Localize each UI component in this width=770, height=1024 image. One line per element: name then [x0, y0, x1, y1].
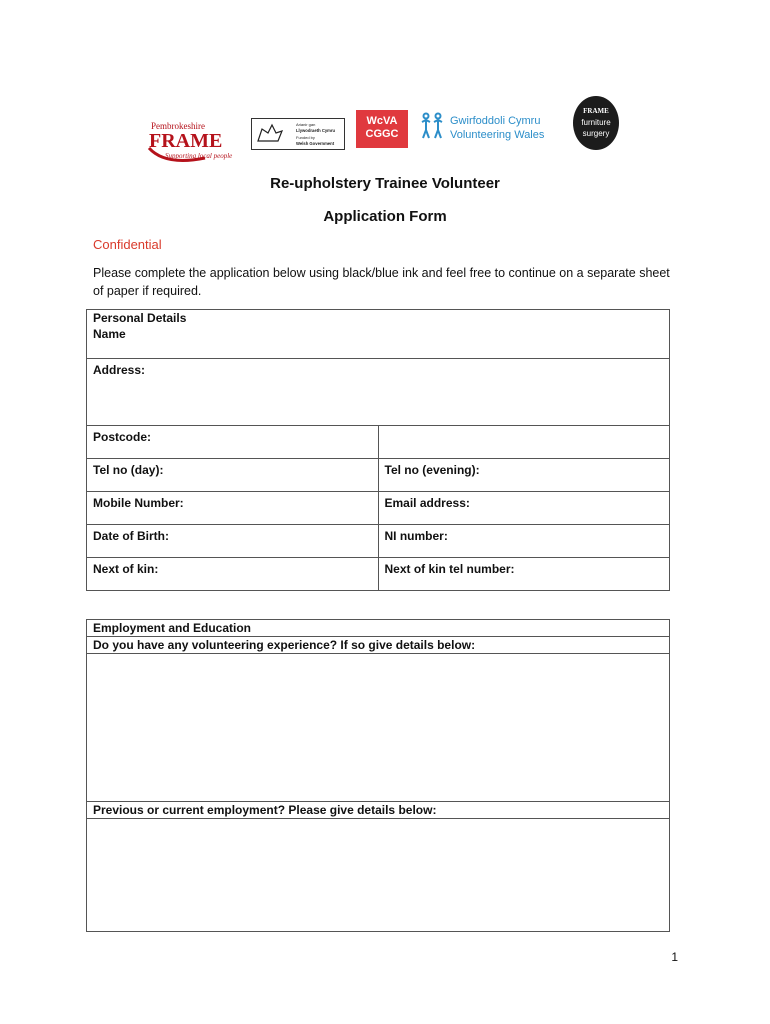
volunteering-wales-logo	[420, 110, 555, 144]
form-title: Re-upholstery Trainee Volunteer	[270, 175, 500, 192]
tel-evening-field[interactable]: Tel no (evening):	[378, 459, 670, 492]
employment-heading: Employment and Education	[87, 620, 670, 637]
personal-details-heading: Personal Details	[93, 311, 187, 325]
intro-text: Please complete the application below using black/blue ink and feel free to continue on a separate sheet of paper if required.	[93, 266, 670, 298]
furniture-surgery-logo	[571, 95, 621, 151]
welsh-gov-line-4: Welsh Government	[296, 141, 335, 146]
welsh-gov-line-2: Llywodraeth Cymru	[296, 128, 336, 133]
people-icon	[422, 114, 442, 139]
volunteering-answer-area[interactable]	[87, 654, 670, 802]
email-field[interactable]: Email address:	[378, 492, 670, 525]
personal-details-table	[86, 309, 670, 591]
frame-logo-top: Pembrokeshire	[151, 121, 205, 131]
form-subtitle: Application Form	[323, 208, 447, 225]
welsh-gov-line-1: Arianir gan	[296, 122, 316, 127]
confidential-label: Confidential	[93, 237, 162, 252]
vw-line-1: Gwirfoddoli Cymru	[450, 115, 541, 127]
wcva-logo	[356, 110, 408, 148]
page-number: 1	[671, 950, 678, 964]
next-of-kin-field[interactable]: Next of kin:	[87, 558, 379, 591]
postcode-field[interactable]: Postcode:	[87, 426, 379, 459]
employment-question: Previous or current employment? Please give details below:	[87, 802, 670, 819]
postcode-value-field[interactable]	[378, 426, 670, 459]
surgery-line-2: furniture	[581, 118, 611, 127]
volunteering-question: Do you have any volunteering experience? If so give details below:	[87, 637, 670, 654]
dob-field[interactable]: Date of Birth:	[87, 525, 379, 558]
frame-logo	[145, 118, 240, 162]
wcva-logo-line-1: WcVA	[366, 115, 398, 127]
mobile-field[interactable]: Mobile Number:	[87, 492, 379, 525]
tel-day-field[interactable]: Tel no (day):	[87, 459, 379, 492]
next-of-kin-tel-field[interactable]: Next of kin tel number:	[378, 558, 670, 591]
frame-logo-tagline: Supporting local people	[165, 152, 233, 160]
welsh-gov-line-3: Funded by	[296, 135, 315, 140]
vw-line-2: Volunteering Wales	[450, 129, 545, 141]
wcva-logo-line-2: CGGC	[365, 128, 399, 140]
address-field[interactable]: Address:	[87, 359, 670, 426]
name-label: Name	[93, 327, 126, 341]
surgery-line-3: surgery	[582, 129, 610, 138]
employment-answer-area[interactable]	[87, 819, 670, 932]
welsh-government-logo	[251, 118, 345, 150]
personal-details-cell[interactable]	[87, 310, 670, 359]
surgery-line-1: FRAME	[583, 107, 609, 115]
employment-table	[86, 619, 670, 932]
dragon-icon	[258, 125, 282, 141]
ni-number-field[interactable]: NI number:	[378, 525, 670, 558]
frame-logo-main: FRAME	[149, 130, 223, 152]
